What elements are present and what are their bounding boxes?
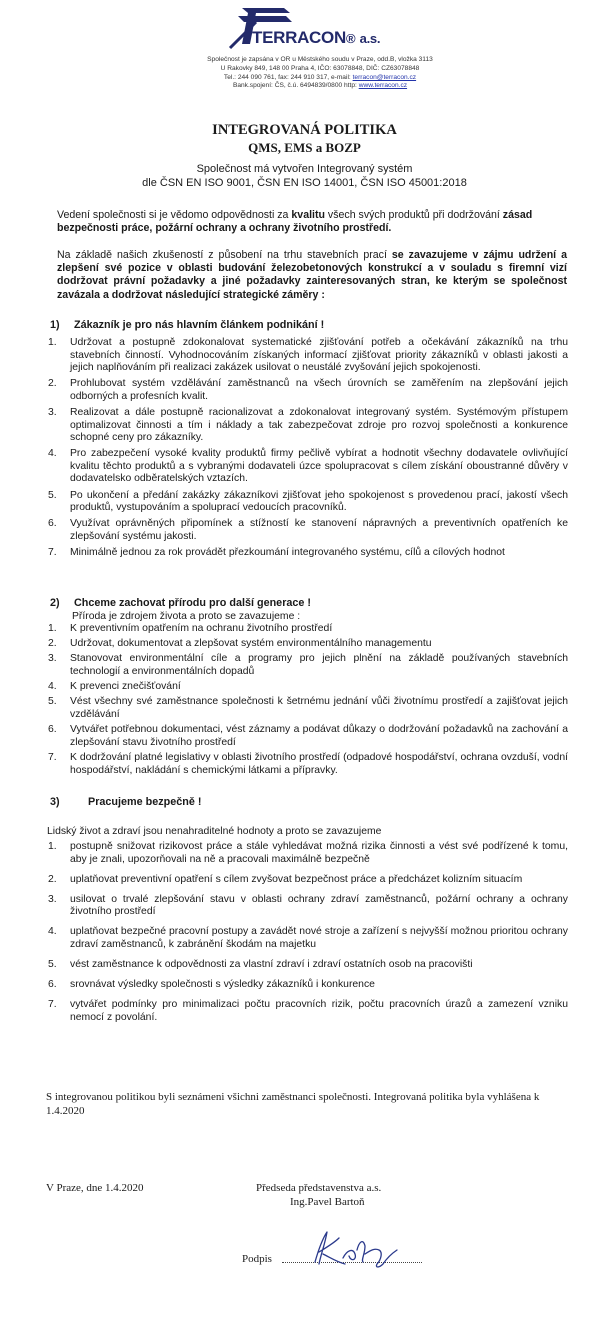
company-suffix: a.s. bbox=[359, 31, 381, 46]
contact-line: U Rakovky 849, 148 00 Praha 4, IČO: 63078848, DIČ: CZ63078848 bbox=[220, 64, 420, 72]
section-3-intro: Lidský život a zdraví jsou nenahraditelné hodnoty a proto se zavazujeme bbox=[47, 826, 382, 837]
list-item: 6. Využívat oprávněných připomínek a stížností ke stanovení nápravných a preventivních opatřeních ke zlepšování systému jakosti. bbox=[48, 518, 568, 542]
list-item: 4. uplatňovat bezpečné pracovní postupy a zavádět nové stroje a zařízení s nejvyšší možnou prioritou ochrany zdraví zaměstnanců, k zabránění škodám na majetku bbox=[48, 926, 568, 951]
intro-paragraph-quality: Vedení společnosti si je vědomo odpovědnosti za kvalitu všech svých produktů při dodržování zásad bezpečnosti práce, požární ochrany a ochrany životního prostředí. bbox=[57, 209, 533, 235]
signature-label: Podpis bbox=[242, 1253, 272, 1265]
section-2-heading: 2) Chceme zachovat přírodu pro další generace ! bbox=[50, 597, 311, 609]
place-date: V Praze, dne 1.4.2020 bbox=[46, 1182, 144, 1194]
system-description: Společnost má vytvořen Integrovaný systém dle ČSN EN ISO 9001, ČSN EN ISO 14001, ČSN ISO 45001:2018 bbox=[142, 163, 467, 189]
handwritten-signature bbox=[305, 1228, 405, 1272]
signatory-role: Předseda představenstva a.s. bbox=[256, 1182, 382, 1194]
company-name: TERRACON bbox=[252, 28, 346, 47]
list-item: 4. K prevenci znečišťování bbox=[48, 681, 181, 693]
section-3-list bbox=[44, 841, 568, 1032]
list-item: 2. uplatňovat preventivní opatření s cílem zvyšovat bezpečnost práce a předcházet kolizním situacím bbox=[48, 873, 523, 885]
list-item: 4. Pro zabezpečení vysoké kvality produktů firmy pečlivě vybírat a hodnotit všechny dodavatele ovlivňující kvalitu těchto produktů a s vybranými dodavateli úzce spolupracovat s cílem získání oboustranné důvěry v dodavatelsko odběratelských vztazích. bbox=[48, 448, 568, 485]
list-item: 1. Udržovat a postupně zdokonalovat systematické zjišťování potřeb a očekávání zákazníků na trhu stavebních činností. Vyhodnocováním získaných informací zjišťovat priority zákazníků v oblasti jakosti a jejich naplňováním při realizaci zakázek usilovat o neustálé zvyšování jejich spokojenosti. bbox=[48, 337, 568, 374]
list-item: 1. postupně snižovat rizikovost práce a stále vyhledávat možná rizika činnosti a vést své podřízené k tomu, aby je znali, upozorňovali na ně a pracovali maximálně bezpečně bbox=[48, 841, 568, 865]
list-item: 2. Udržovat, dokumentovat a zlepšovat systém environmentálního managementu bbox=[48, 638, 432, 650]
section-3-heading: 3) Pracujeme bezpečně ! bbox=[50, 796, 202, 808]
letterhead-contact bbox=[170, 56, 470, 91]
list-item: 2. Prohlubovat systém vzdělávání zaměstnanců na všech úrovních se zaměřením na zlepšování jejich odborných a profesních kvalit. bbox=[48, 378, 568, 402]
website-link[interactable]: www.terracon.cz bbox=[358, 82, 408, 90]
list-item: 5. Vést všechny své zaměstnance společnosti k šetrnému jednání vůči životnímu prostředí a zajišťovat jejich vzdělávání bbox=[48, 696, 568, 720]
list-item: 1. K preventivním opatřením na ochranu životního prostředí bbox=[48, 623, 333, 634]
contact-line: Tel.: 244 090 761, fax: 244 910 317, e-mail: terracon@terracon.cz bbox=[223, 73, 417, 81]
list-item: 7. K dodržování platné legislativy v oblasti životního prostředí (odpadové hospodářství, ochrana ovzduší, vodní hospodářství, nakládání s chemickými látkami a přípravky. bbox=[48, 751, 568, 776]
list-item: 3. Stanovovat environmentální cíle a programy pro jejich plnění na základě používaných stavebních technologií a environmentálních dopadů bbox=[48, 653, 568, 677]
contact-line: Bank.spojení: ČS, č.ú. 6494839/0800 http: www.terracon.cz bbox=[232, 82, 408, 90]
list-item: 6. srovnávat výsledky společnosti s výsledky zákazníků i konkurence bbox=[48, 979, 375, 991]
list-item: 6. Vytvářet potřebnou dokumentaci, vést záznamy a podávat důkazy o dodržování požadavků na zachování a zlepšování stavu životního prostředí bbox=[48, 724, 568, 748]
section-2-list bbox=[44, 623, 568, 780]
section-1-list bbox=[44, 337, 568, 563]
list-item: 3. Realizovat a dále postupně racionalizovat a zdokonalovat integrovaný systém. Systémovým přístupem optimalizovat činnosti a tím i náklady a tak zabezpečovat zdroje pro rozvoj společnosti a konkurence schopné ceny pro zákazníky. bbox=[48, 406, 568, 444]
list-item: 7. vytvářet podmínky pro minimalizaci počtu pracovních rizik, počtu pracovních úrazů a zamezení vzniku nemocí z povolání. bbox=[48, 999, 568, 1023]
section-2-intro: Příroda je zdrojem života a proto se zavazujeme : bbox=[72, 611, 301, 622]
company-logo: TERRACON® a.s. bbox=[228, 8, 418, 56]
list-item: 5. Po ukončení a předání zakázky zákazníkovi zjišťovat jeho spokojenost s provedenou prací, jakostí všech produktů, vystupováním a spoluprací vedoucích pracovníků. bbox=[48, 489, 568, 514]
closing-statement: S integrovanou politikou byli seznámeni všichni zaměstnanci společnosti. Integrovaná politika byla vyhlášena k 1.4.2020 bbox=[46, 1091, 540, 1117]
signatory-name: Ing.Pavel Bartoň bbox=[290, 1196, 365, 1208]
contact-line: Společnost je zapsána v OR u Městského soudu v Praze, odd.B, vložka 3113 bbox=[207, 56, 433, 63]
list-item: 3. usilovat o trvalé zlepšování stavu v oblasti ochrany zdraví zaměstnanců, požární ochrany a ochrany životního prostředí bbox=[48, 893, 568, 918]
document-title: INTEGROVANÁ POLITIKA bbox=[212, 122, 397, 138]
email-link[interactable]: terracon@terracon.cz bbox=[352, 73, 417, 81]
list-item: 7. Minimálně jednou za rok provádět přezkoumání integrovaného systému, cílů a cílových hodnot bbox=[48, 546, 505, 558]
intro-paragraph-commitment: Na základě našich zkušeností z působení na trhu stavebních prací se zavazujeme v zájmu udržení a zlepšení své pozice v oblasti budování železobetonových konstrukcí a v souladu s firemní vizí dodržovat právní požadavky a jiné požadavky zainteresovaných stran, ke kterým se společnost zavázala a dodržovat následující strategické záměry : bbox=[57, 249, 567, 301]
document-subtitle: QMS, EMS a BOZP bbox=[248, 140, 361, 155]
list-item: 5. vést zaměstnance k odpovědnosti za vlastní zdraví i zdraví ostatních osob na pracovišti bbox=[48, 959, 473, 971]
section-1-heading: 1) Zákazník je pro nás hlavním článkem podnikání ! bbox=[50, 319, 325, 331]
